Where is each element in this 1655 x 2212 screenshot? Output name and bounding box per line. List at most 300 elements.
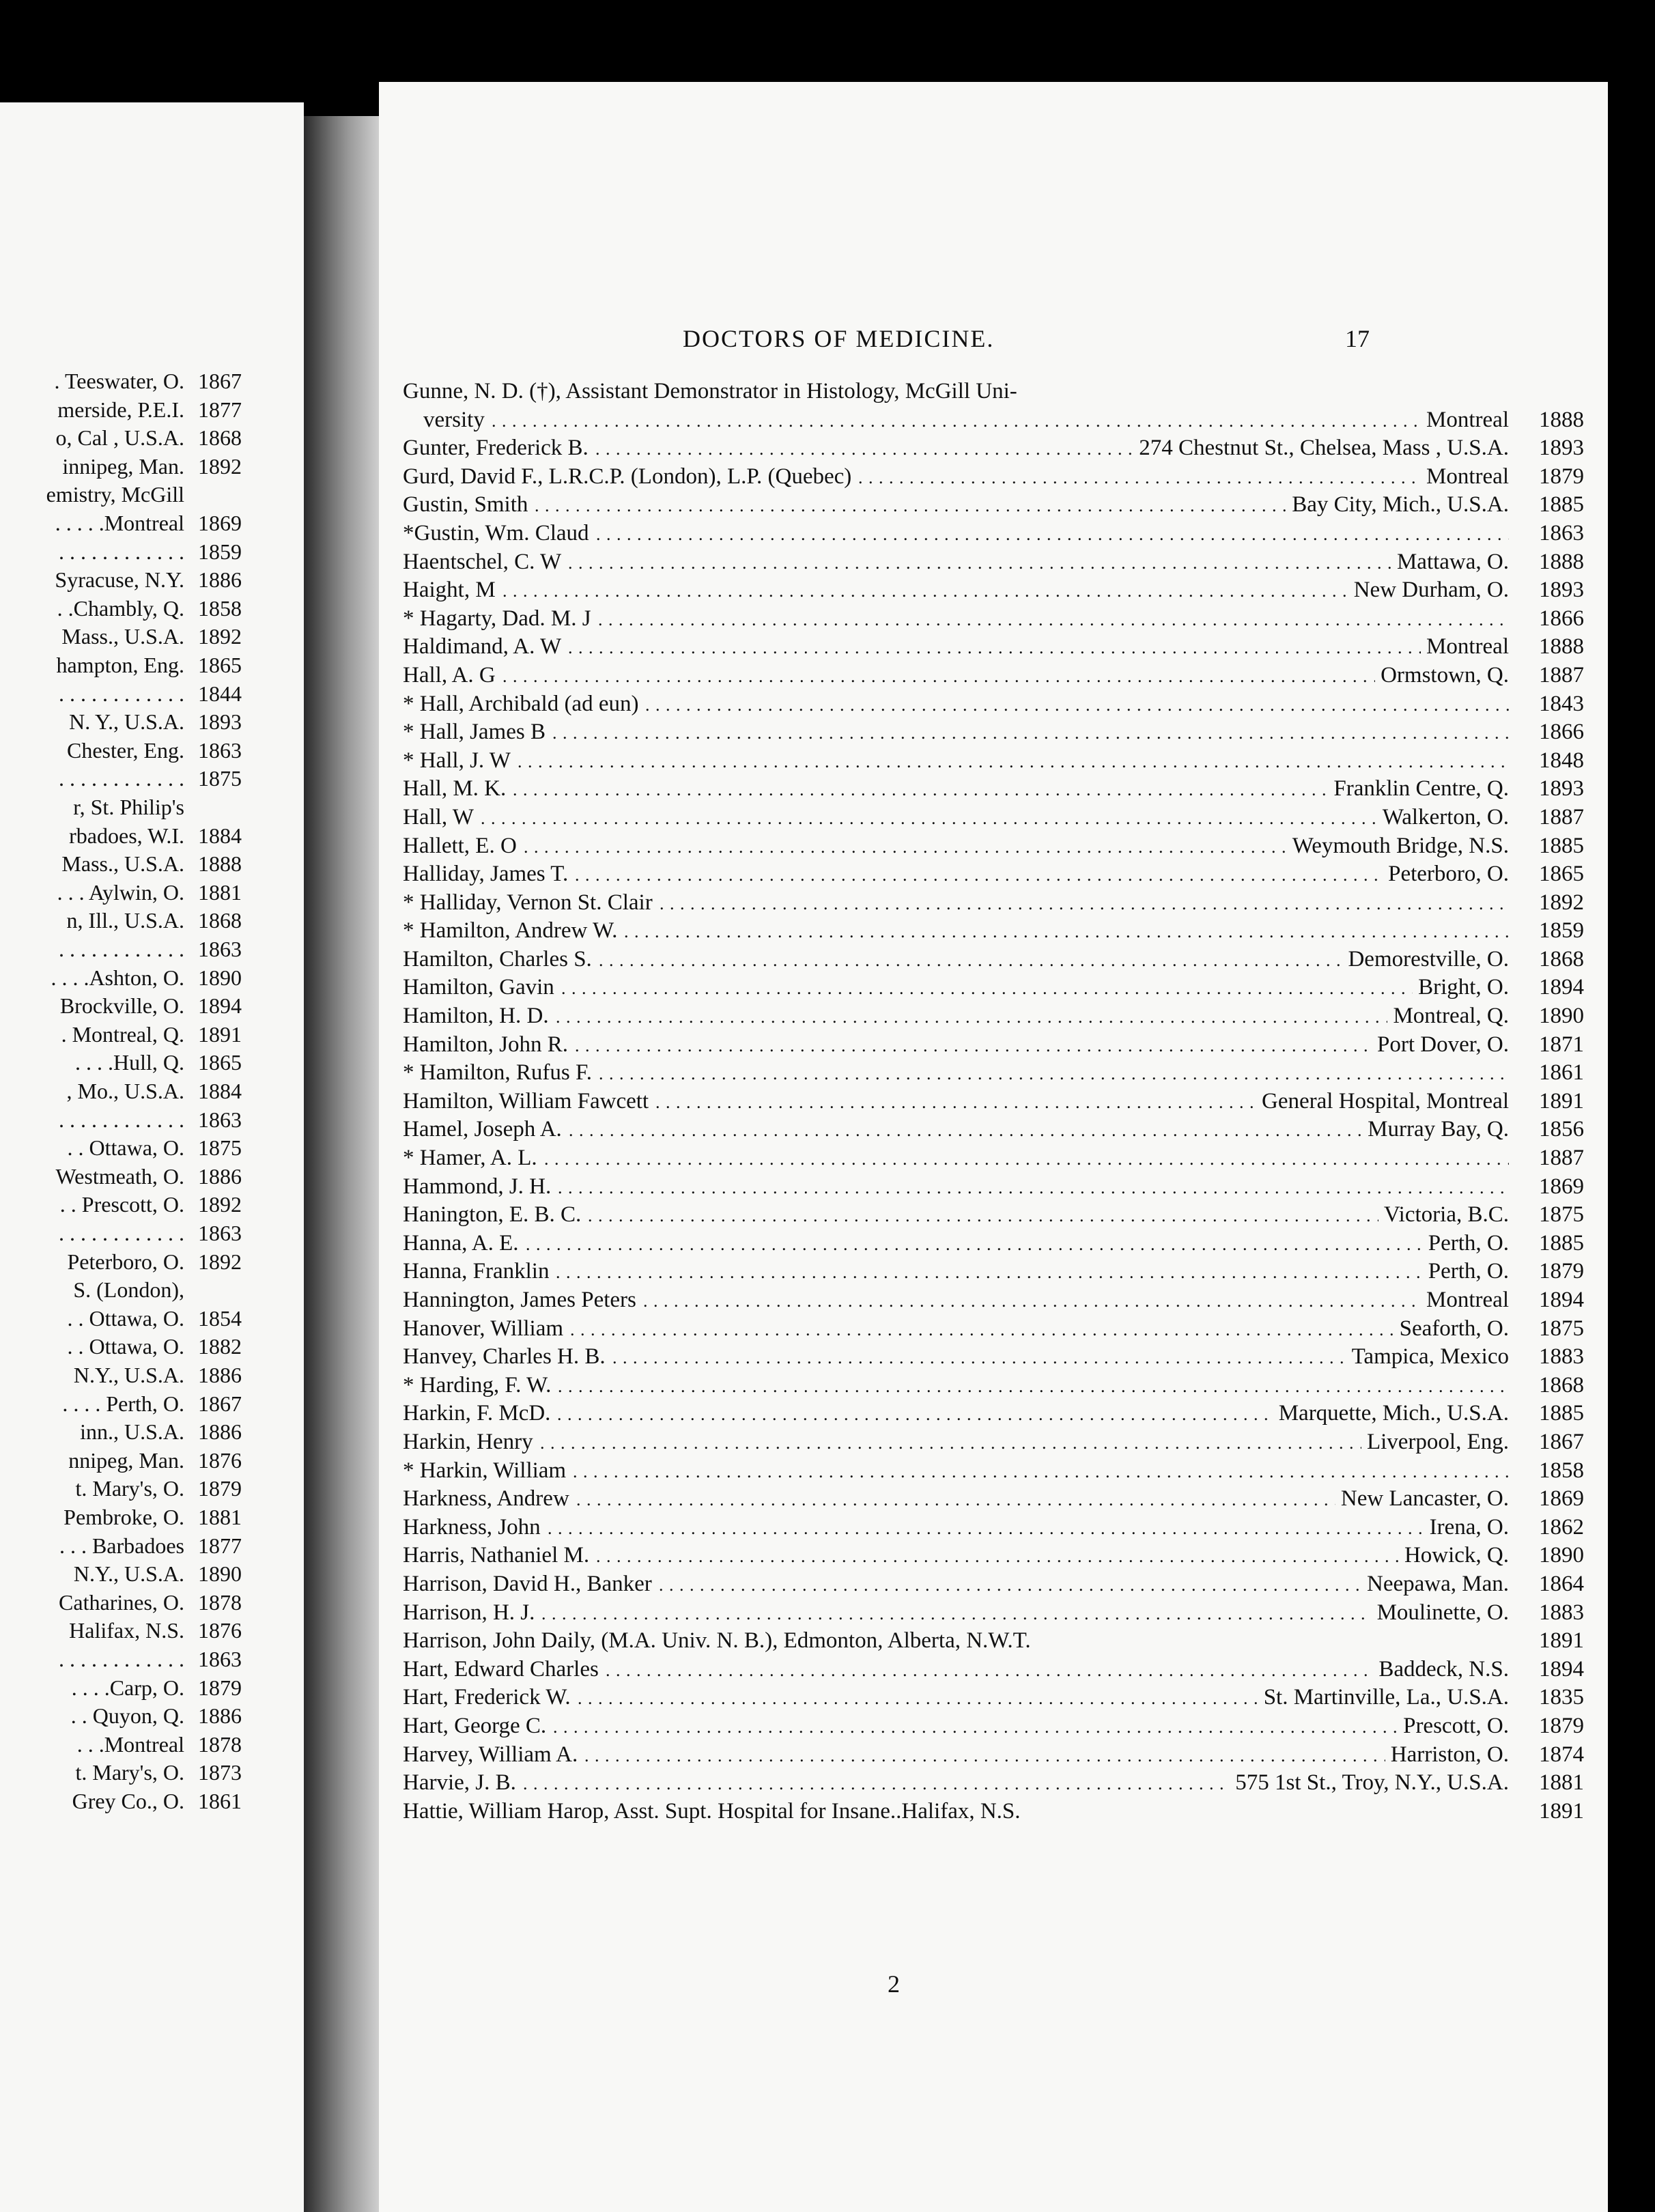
left-page-row-year: 1863 (198, 1107, 242, 1132)
left-page-row-year: 1881 (198, 879, 242, 905)
doctor-name: Harvey, William A. (403, 1742, 578, 1767)
doctor-name: Hanna, Franklin (403, 1259, 550, 1284)
left-page-row-text: t. Mary's, O. (75, 1760, 184, 1785)
dot-leader (573, 1458, 1509, 1486)
left-page-row (0, 1505, 294, 1533)
left-page-row (0, 1192, 294, 1221)
left-page-row (0, 1476, 294, 1505)
graduation-year: 1881 (1539, 1770, 1584, 1796)
left-page-row-year: 1886 (198, 1163, 242, 1189)
left-page-row-text: Halifax, N.S. (69, 1618, 184, 1643)
left-page-row (0, 908, 294, 937)
doctor-entry (403, 663, 1584, 692)
graduation-year: 1856 (1539, 1117, 1584, 1142)
doctor-entry (403, 1685, 1584, 1714)
doctor-name: * Hall, J. W (403, 748, 511, 773)
dot-leader (518, 748, 1509, 776)
left-page-row (0, 1561, 294, 1590)
graduation-year: 1871 (1539, 1032, 1584, 1057)
dot-leader (570, 1316, 1394, 1344)
left-page-row (0, 1732, 294, 1761)
left-page-row (0, 1249, 294, 1278)
dot-leader (588, 1202, 1378, 1230)
doctor-entry (403, 1032, 1584, 1061)
dot-leader (552, 720, 1509, 747)
graduation-year: 1864 (1539, 1571, 1584, 1596)
graduation-year: 1893 (1539, 578, 1584, 603)
graduation-year: 1874 (1539, 1742, 1584, 1767)
left-page-row (0, 738, 294, 767)
left-page-row-year: 1869 (198, 511, 242, 535)
left-page-row-year: 1878 (198, 1731, 242, 1757)
left-page-row-text: . . . . . . . . . . . . (59, 1647, 184, 1671)
graduation-year: 1848 (1539, 748, 1584, 773)
dot-leader (541, 1600, 1372, 1628)
left-page-row-text: S. (London), (73, 1277, 184, 1303)
doctor-name: Gustin, Smith (403, 492, 528, 517)
left-page-row-text: emistry, McGill (46, 482, 184, 507)
doctor-entry (403, 1146, 1584, 1174)
left-page-row (0, 1703, 294, 1732)
left-page-row-year: 1863 (198, 1647, 242, 1671)
dot-leader (655, 1089, 1256, 1116)
dot-leader (599, 1060, 1509, 1088)
left-page-row-year: 1894 (198, 993, 242, 1019)
doctor-name: * Hall, James B (403, 720, 546, 745)
doctor-entry (403, 379, 1584, 408)
left-page-row (0, 795, 294, 823)
left-page-row (0, 1164, 294, 1193)
doctor-entry (403, 464, 1584, 493)
left-page-row-text: . . . .Ashton, O. (51, 965, 184, 990)
doctor-name: Harrison, H. J. (403, 1600, 535, 1625)
doctor-location: Tampica, Mexico (1351, 1344, 1509, 1370)
doctor-entry (403, 1486, 1584, 1515)
dot-leader (558, 1174, 1509, 1202)
doctor-location: Montreal (1426, 634, 1509, 660)
doctor-entry (403, 748, 1584, 777)
graduation-year: 1875 (1539, 1316, 1584, 1341)
doctor-location: Prescott, O. (1403, 1713, 1509, 1738)
doctor-name: Harris, Nathaniel M. (403, 1543, 590, 1568)
left-page-row-text: r, St. Philip's (73, 795, 184, 819)
doctor-list (403, 379, 1584, 1827)
doctor-name: Hanover, William (403, 1316, 564, 1341)
left-page-row-text: . . Ottawa, O. (67, 1135, 184, 1161)
dot-leader (599, 947, 1342, 974)
left-page-row-year: 1873 (198, 1760, 242, 1785)
left-page-row-text: N.Y., U.S.A. (73, 1363, 184, 1387)
doctor-name: * Halliday, Vernon St. Clair (403, 890, 653, 915)
left-page-row-text: . . Ottawa, O. (67, 1305, 184, 1331)
left-page-row-year: 1884 (198, 823, 242, 848)
dot-leader (858, 464, 1421, 492)
doctor-location: Demorestville, O. (1348, 946, 1509, 972)
graduation-year: 1863 (1539, 520, 1584, 545)
left-page-row (0, 993, 294, 1022)
doctor-entry (403, 1004, 1584, 1032)
left-page-row-text: Pembroke, O. (63, 1505, 184, 1529)
graduation-year: 1859 (1539, 918, 1584, 944)
left-page-row (0, 937, 294, 965)
doctor-location: Seaforth, O. (1399, 1316, 1509, 1341)
left-page-row-year: 1878 (198, 1589, 242, 1615)
left-page-row-year: 1868 (198, 425, 242, 451)
doctor-location: New Lancaster, O. (1340, 1486, 1509, 1512)
dot-leader (540, 1430, 1361, 1457)
doctor-entry (403, 1628, 1584, 1657)
left-page-row-year: 1865 (198, 653, 242, 677)
dot-leader (645, 692, 1509, 719)
left-page-row-text: . . Prescott, O. (59, 1192, 184, 1217)
dot-leader (524, 834, 1287, 861)
left-page-row-year: 1877 (198, 397, 242, 422)
doctor-entry (403, 1202, 1584, 1231)
graduation-year: 1887 (1539, 662, 1584, 687)
left-page-row (0, 1647, 294, 1675)
left-page-row (0, 1277, 294, 1306)
left-page-row (0, 1221, 294, 1249)
left-page-row-text: t. Mary's, O. (75, 1476, 184, 1501)
left-page-row-year: 1886 (198, 567, 242, 593)
doctor-name: Hall, A. G (403, 662, 496, 687)
left-page-row-year: 1875 (198, 766, 242, 791)
doctor-name: Hanington, E. B. C. (403, 1202, 582, 1228)
left-page-row-year: 1868 (198, 908, 242, 933)
doctor-location: Walkerton, O. (1382, 804, 1509, 830)
doctor-name: Gurd, David F., L.R.C.P. (London), L.P. (Quebec) (403, 464, 852, 489)
doctor-location: 575 1st St., Troy, N.Y., U.S.A. (1235, 1770, 1509, 1796)
doctor-entry (403, 1231, 1584, 1260)
left-page-row-year: 1877 (198, 1533, 242, 1558)
left-page-row (0, 624, 294, 653)
left-page-row (0, 1135, 294, 1164)
doctor-location: Victoria, B.C. (1383, 1202, 1509, 1228)
left-page-row-year: 1863 (198, 937, 242, 961)
doctor-entry (403, 1316, 1584, 1345)
doctor-location: Neepawa, Man. (1367, 1571, 1509, 1596)
graduation-year: 1867 (1539, 1429, 1584, 1454)
left-page-row-text: Mass., U.S.A. (61, 624, 184, 649)
doctor-location: Ormstown, Q. (1381, 662, 1509, 687)
doctor-location: Montreal (1426, 407, 1509, 432)
doctor-entry (403, 436, 1584, 464)
dot-leader (575, 1032, 1372, 1060)
dot-leader (575, 862, 1383, 889)
doctor-entry (403, 1770, 1584, 1799)
doctor-name: Hart, George C. (403, 1713, 547, 1738)
left-page-row (0, 1760, 294, 1789)
doctor-location: Moulinette, O. (1376, 1600, 1509, 1625)
dot-leader (598, 606, 1509, 634)
graduation-year: 1835 (1539, 1685, 1584, 1710)
left-page-row-text: . . . . . . . . . . . . (59, 937, 184, 961)
dot-leader (606, 1657, 1373, 1684)
graduation-year: 1858 (1539, 1458, 1584, 1483)
doctor-entry (403, 1742, 1584, 1771)
doctor-location: Perth, O. (1428, 1230, 1509, 1256)
doctor-name: Hall, W (403, 804, 474, 830)
left-page-row (0, 1675, 294, 1704)
left-page-row (0, 851, 294, 880)
left-page-row-text: , Mo., U.S.A. (66, 1079, 184, 1103)
doctor-entry (403, 834, 1584, 862)
doctor-entry (403, 1259, 1584, 1288)
dot-leader (660, 890, 1509, 918)
left-page-row-text: innipeg, Man. (62, 453, 184, 479)
left-page-row (0, 1079, 294, 1107)
facing-page-left (0, 102, 304, 2212)
doctor-entry (403, 492, 1584, 521)
dot-leader (544, 1146, 1509, 1173)
dot-leader (596, 521, 1509, 548)
left-page-row-year: 1875 (198, 1135, 242, 1161)
doctor-name: Hanna, A. E. (403, 1230, 519, 1256)
left-page-row-text: o, Cal , U.S.A. (55, 425, 184, 451)
dot-leader (612, 1344, 1346, 1372)
left-page-row-text: inn., U.S.A. (80, 1419, 184, 1445)
doctor-entry (403, 1344, 1584, 1373)
doctor-entry (403, 1117, 1584, 1146)
graduation-year: 1868 (1539, 1372, 1584, 1398)
left-page-row (0, 766, 294, 795)
graduation-year: 1868 (1539, 946, 1584, 972)
doctor-name: versity (423, 407, 485, 432)
graduation-year: 1879 (1539, 464, 1584, 489)
left-page-row (0, 1789, 294, 1817)
doctor-name: Hanvey, Charles H. B. (403, 1344, 606, 1370)
dot-leader (578, 1685, 1258, 1712)
left-page-row-text: N. Y., U.S.A. (69, 709, 184, 735)
doctor-name: Hamel, Joseph A. (403, 1117, 562, 1142)
doctor-name: *Gustin, Wm. Claud (403, 520, 589, 545)
doctor-name: Hannington, James Peters (403, 1288, 636, 1312)
left-page-row (0, 1419, 294, 1448)
graduation-year: 1843 (1539, 691, 1584, 716)
left-page-row-text: . . . . Perth, O. (62, 1391, 184, 1416)
dot-leader (556, 1004, 1387, 1031)
left-page-row-text: N.Y., U.S.A. (73, 1561, 184, 1587)
left-page-row-text: . . . . . . . . . . . . (59, 1221, 184, 1245)
doctor-location: Baddeck, N.S. (1378, 1656, 1509, 1682)
doctor-name: Halliday, James T. (403, 862, 569, 887)
left-page-row-year: 1879 (198, 1675, 242, 1700)
graduation-year: 1885 (1539, 1401, 1584, 1426)
left-page-row-year: 1892 (198, 624, 242, 649)
graduation-year: 1894 (1539, 1288, 1584, 1312)
left-page-row (0, 1334, 294, 1363)
left-page-row-year: 1863 (198, 737, 242, 763)
left-page-row (0, 425, 294, 454)
left-page-row-text: Peterboro, O. (67, 1249, 184, 1274)
graduation-year: 1891 (1539, 1628, 1584, 1654)
doctor-entry (403, 890, 1584, 919)
dot-leader (523, 1770, 1230, 1798)
doctor-entry (403, 1430, 1584, 1458)
left-page-row-text: Brockville, O. (59, 993, 184, 1019)
left-page-row-text: . . .Montreal (76, 1731, 184, 1757)
dot-leader (569, 1117, 1362, 1144)
left-page-row-year: 1886 (198, 1419, 242, 1445)
left-page-row-text: Mass., U.S.A. (61, 851, 184, 877)
graduation-year: 1885 (1539, 833, 1584, 858)
doctor-entry (403, 692, 1584, 720)
left-page-row-year: 1886 (198, 1363, 242, 1387)
doctor-entry (403, 720, 1584, 748)
doctor-name: Hammond, J. H. (403, 1174, 552, 1199)
left-page-row-year: 1861 (198, 1789, 242, 1813)
graduation-year: 1891 (1539, 1798, 1584, 1824)
left-page-row-text: Chester, Eng. (66, 737, 184, 763)
doctor-location: Marquette, Mich., U.S.A. (1278, 1401, 1509, 1426)
left-page-row-text: Catharines, O. (59, 1589, 184, 1615)
left-page-row-year: 1854 (198, 1305, 242, 1331)
doctor-entry (403, 1373, 1584, 1402)
graduation-year: 1866 (1539, 720, 1584, 745)
doctor-entry (403, 947, 1584, 976)
left-page-row-text: Syracuse, N.Y. (55, 567, 184, 593)
graduation-year: 1869 (1539, 1486, 1584, 1512)
doctor-entry (403, 1288, 1584, 1316)
doctor-location: Howick, Q. (1404, 1543, 1509, 1568)
dot-leader (624, 918, 1509, 946)
doctor-name: * Hagarty, Dad. M. J (403, 606, 591, 631)
doctor-name: Hamilton, John R. (403, 1032, 569, 1057)
dot-leader (556, 1259, 1423, 1286)
left-page-row (0, 482, 294, 511)
left-page-row-year: 1892 (198, 453, 242, 479)
graduation-year: 1865 (1539, 862, 1584, 887)
doctor-entry (403, 550, 1584, 578)
running-header (379, 324, 1608, 365)
doctor-name: Harkin, Henry (403, 1429, 533, 1454)
graduation-year: 1892 (1539, 890, 1584, 915)
left-page-row-text: merside, P.E.I. (57, 397, 184, 422)
dot-leader (568, 634, 1421, 662)
doctor-location: Bright, O. (1418, 975, 1509, 1000)
left-page-row-text: . . . . . . . . . . . . (59, 539, 184, 564)
left-page-row-text: . . Ottawa, O. (67, 1334, 184, 1359)
doctor-entry (403, 1572, 1584, 1600)
left-page-row (0, 1618, 294, 1647)
doctor-entry (403, 1089, 1584, 1118)
doctor-name: Hart, Frederick W. (403, 1685, 571, 1710)
left-page-row (0, 880, 294, 909)
left-page-row-year: 1867 (198, 1391, 242, 1416)
doctor-name: Gunter, Frederick B. (403, 436, 589, 461)
left-page-row-year: 1892 (198, 1249, 242, 1274)
left-page-row-text: Westmeath, O. (55, 1163, 184, 1189)
dot-leader (503, 663, 1375, 690)
doctor-name: Hattie, William Harop, Asst. Supt. Hospital for Insane..Halifax, N.S. (403, 1798, 1021, 1824)
graduation-year: 1891 (1539, 1088, 1584, 1114)
graduation-year: 1890 (1539, 1004, 1584, 1029)
doctor-name: Hamilton, H. D. (403, 1004, 549, 1029)
doctor-entry (403, 1174, 1584, 1203)
doctor-name: Hamilton, Charles S. (403, 946, 592, 972)
left-page-row-text: . . . .Hull, Q. (75, 1050, 184, 1075)
left-page-row-year: 1858 (198, 595, 242, 621)
dot-leader (576, 1486, 1335, 1514)
doctor-entry (403, 578, 1584, 606)
doctor-name: Harkness, John (403, 1514, 541, 1540)
graduation-year: 1888 (1539, 549, 1584, 574)
graduation-year: 1883 (1539, 1344, 1584, 1370)
graduation-year: 1887 (1539, 804, 1584, 830)
doctor-name: * Harkin, William (403, 1458, 567, 1483)
doctor-location: Montreal, Q. (1393, 1004, 1509, 1029)
graduation-year: 1893 (1539, 436, 1584, 461)
doctor-location: Liverpool, Eng. (1366, 1429, 1509, 1454)
doctor-location: Peterboro, O. (1388, 862, 1509, 887)
doctor-location: Murray Bay, Q. (1368, 1117, 1509, 1142)
doctor-location: Perth, O. (1428, 1259, 1509, 1284)
graduation-year: 1861 (1539, 1060, 1584, 1086)
doctor-entry (403, 1600, 1584, 1629)
left-page-row-text: . . . . .Montreal (55, 511, 184, 535)
page-number: 17 (1345, 325, 1370, 352)
left-page-row-year: 1893 (198, 709, 242, 735)
graduation-year: 1894 (1539, 975, 1584, 1000)
doctor-entry (403, 1458, 1584, 1487)
left-page-row (0, 454, 294, 483)
left-page-row-text: . .Chambly, Q. (57, 595, 184, 621)
doctor-location: Montreal (1426, 1288, 1509, 1312)
left-page-row-text: . . Quyon, Q. (70, 1703, 184, 1729)
dot-leader (643, 1288, 1421, 1315)
left-page-row (0, 965, 294, 994)
doctor-location: Port Dover, O. (1377, 1032, 1509, 1057)
doctor-name: Hamilton, William Fawcett (403, 1088, 649, 1114)
doctor-location: General Hospital, Montreal (1262, 1088, 1509, 1114)
dot-leader (561, 975, 1413, 1002)
dot-leader (535, 492, 1286, 520)
dot-leader (557, 1401, 1273, 1428)
dot-leader (492, 408, 1421, 435)
left-page-row-year: 1884 (198, 1079, 242, 1103)
doctor-entry (403, 634, 1584, 663)
graduation-year: 1862 (1539, 1514, 1584, 1540)
left-page-row-year: 1888 (198, 851, 242, 877)
graduation-year: 1894 (1539, 1656, 1584, 1682)
doctor-name: Haentschel, C. W (403, 549, 562, 574)
left-page-row-year: 1867 (198, 369, 242, 393)
doctor-name: Hamilton, Gavin (403, 975, 554, 1000)
dot-leader (584, 1742, 1385, 1770)
left-page-row-text: . . . . . . . . . . . . (59, 1107, 184, 1132)
left-page-row-year: 1882 (198, 1334, 242, 1359)
dot-leader (481, 805, 1377, 832)
doctor-name: Hall, M. K. (403, 776, 507, 802)
graduation-year: 1875 (1539, 1202, 1584, 1228)
page-title: DOCTORS OF MEDICINE. (683, 325, 995, 352)
signature-mark: 2 (888, 1970, 900, 1998)
doctor-name: * Hall, Archibald (ad eun) (403, 691, 639, 716)
left-page-row (0, 511, 294, 539)
doctor-name: * Hamer, A. L. (403, 1146, 537, 1171)
left-page-row (0, 1448, 294, 1477)
graduation-year: 1885 (1539, 1230, 1584, 1256)
left-page-row-year: 1886 (198, 1703, 242, 1729)
doctor-entry (403, 408, 1584, 436)
dot-leader (568, 550, 1391, 577)
left-page-row-text: . Montreal, Q. (61, 1021, 184, 1047)
doctor-entry (403, 975, 1584, 1004)
doctor-name: Haight, M (403, 578, 496, 603)
doctor-entry (403, 862, 1584, 890)
book-gutter (304, 116, 379, 2212)
graduation-year: 1879 (1539, 1259, 1584, 1284)
